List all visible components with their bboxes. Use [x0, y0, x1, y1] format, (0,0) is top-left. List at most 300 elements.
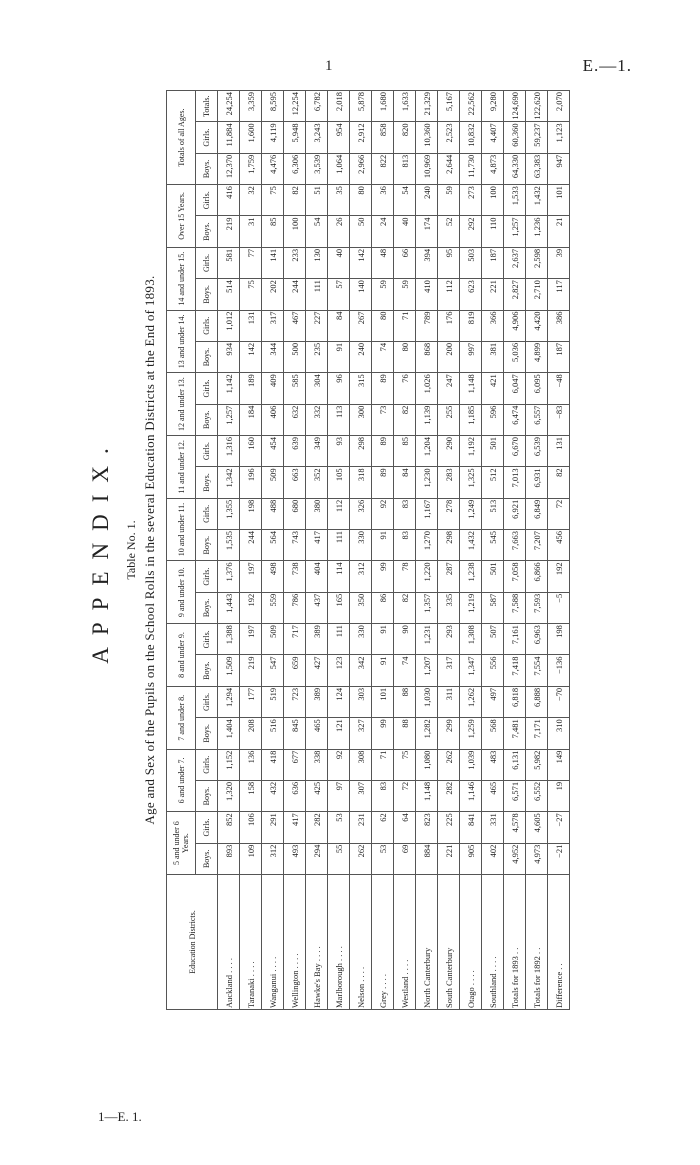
district-name: Nelson . . . .	[350, 875, 372, 1010]
cell-value: 1,207	[416, 655, 438, 686]
cell-value: 564	[262, 530, 284, 561]
sex-subheader: Boys.	[196, 530, 218, 561]
cell-value: 2,827	[504, 279, 526, 310]
cell-value: 136	[240, 749, 262, 780]
cell-value: 72	[394, 780, 416, 811]
cell-value: 905	[460, 843, 482, 874]
cell-value: 404	[306, 561, 328, 592]
cell-value: 300	[350, 404, 372, 435]
cell-value: 97	[328, 780, 350, 811]
cell-value: 292	[460, 216, 482, 247]
cell-value: 6,557	[526, 404, 548, 435]
cell-value: 845	[284, 718, 306, 749]
cell-value: 3,539	[306, 153, 328, 184]
cell-value: 1,167	[416, 498, 438, 529]
cell-value: 516	[262, 718, 284, 749]
cell-value: 6,921	[504, 498, 526, 529]
cell-value: 639	[284, 435, 306, 466]
cell-value: 91	[372, 655, 394, 686]
cell-value: 1,294	[218, 686, 240, 717]
cell-value: 1,185	[460, 404, 482, 435]
cell-value: 1,219	[460, 592, 482, 623]
cell-value: 278	[438, 498, 460, 529]
cell-value: 315	[350, 373, 372, 404]
cell-value: 240	[350, 341, 372, 372]
district-name: South Canterbury	[438, 875, 460, 1010]
age-group-header: 14 and under 15.	[167, 247, 196, 310]
cell-value: 202	[262, 279, 284, 310]
cell-value: 208	[240, 718, 262, 749]
cell-value: 197	[240, 624, 262, 655]
cell-value: 997	[460, 341, 482, 372]
cell-value: 200	[438, 341, 460, 372]
cell-value: 512	[482, 467, 504, 498]
district-name: Southland . . . .	[482, 875, 504, 1010]
cell-value: 6,931	[526, 467, 548, 498]
cell-value: 1,148	[460, 373, 482, 404]
cell-value: 219	[240, 655, 262, 686]
table-row	[394, 91, 416, 1010]
district-name: Hawke's Bay . . . .	[306, 875, 328, 1010]
cell-value: 82	[394, 404, 416, 435]
cell-value: 349	[306, 435, 328, 466]
cell-value: 99	[372, 718, 394, 749]
cell-value: 820	[394, 122, 416, 153]
cell-value: 86	[372, 592, 394, 623]
age-group-header: 5 and under 6 Years.	[167, 812, 196, 875]
cell-value: −48	[548, 373, 570, 404]
cell-value: 53	[372, 843, 394, 874]
cell-value: 421	[482, 373, 504, 404]
cell-value: 231	[350, 812, 372, 843]
cell-value: 402	[482, 843, 504, 874]
row-header: Education Districts.	[167, 875, 218, 1010]
cell-value: 677	[284, 749, 306, 780]
cell-value: 59	[438, 185, 460, 216]
cell-value: 176	[438, 310, 460, 341]
cell-value: 1,404	[218, 718, 240, 749]
cell-value: 4,906	[504, 310, 526, 341]
cell-value: 19	[548, 780, 570, 811]
district-name: Auckland . . . .	[218, 875, 240, 1010]
cell-value: 91	[372, 530, 394, 561]
cell-value: 823	[416, 812, 438, 843]
page-number: 1	[325, 58, 333, 74]
cell-value: 22,562	[460, 91, 482, 122]
cell-value: 24	[372, 216, 394, 247]
cell-value: 789	[416, 310, 438, 341]
cell-value: 82	[548, 467, 570, 498]
cell-value: 9,280	[482, 91, 504, 122]
cell-value: 189	[240, 373, 262, 404]
cell-value: 96	[328, 373, 350, 404]
cell-value: 282	[438, 780, 460, 811]
cell-value: 267	[350, 310, 372, 341]
table-row	[504, 91, 526, 1010]
sex-subheader: Girls.	[196, 624, 218, 655]
cell-value: 69	[394, 843, 416, 874]
cell-value: 954	[328, 122, 350, 153]
cell-value: 123	[328, 655, 350, 686]
cell-value: 2,637	[504, 247, 526, 278]
sex-subheader: Boys.	[196, 843, 218, 874]
sex-subheader: Girls.	[196, 122, 218, 153]
cell-value: 26	[328, 216, 350, 247]
cell-value: 3,243	[306, 122, 328, 153]
cell-value: 52	[438, 216, 460, 247]
cell-value: 1,320	[218, 780, 240, 811]
cell-value: 131	[548, 435, 570, 466]
sex-subheader: Girls.	[196, 247, 218, 278]
cell-value: 1,249	[460, 498, 482, 529]
cell-value: 454	[262, 435, 284, 466]
cell-value: 7,663	[504, 530, 526, 561]
table-row	[438, 91, 460, 1010]
cell-value: 54	[394, 185, 416, 216]
cell-value: 83	[394, 530, 416, 561]
cell-value: 6,963	[526, 624, 548, 655]
cell-value: 417	[306, 530, 328, 561]
cell-value: 786	[284, 592, 306, 623]
cell-value: 21,329	[416, 91, 438, 122]
cell-value: 95	[438, 247, 460, 278]
cell-value: 12,370	[218, 153, 240, 184]
cell-value: 308	[350, 749, 372, 780]
cell-value: 6,888	[526, 686, 548, 717]
cell-value: 124,690	[504, 91, 526, 122]
table-row	[240, 91, 262, 1010]
cell-value: 1,139	[416, 404, 438, 435]
cell-value: 64,330	[504, 153, 526, 184]
cell-value: 57	[328, 279, 350, 310]
cell-value: 85	[394, 435, 416, 466]
cell-value: 298	[350, 435, 372, 466]
cell-value: 467	[284, 310, 306, 341]
cell-value: 7,161	[504, 624, 526, 655]
cell-value: 852	[218, 812, 240, 843]
sex-subheader: Girls.	[196, 310, 218, 341]
cell-value: 1,443	[218, 592, 240, 623]
sex-subheader: Boys.	[196, 655, 218, 686]
age-group-header: 10 and under 11.	[167, 498, 196, 561]
cell-value: 100	[284, 216, 306, 247]
cell-value: 559	[262, 592, 284, 623]
cell-value: 88	[394, 686, 416, 717]
cell-value: 225	[438, 812, 460, 843]
cell-value: 1,146	[460, 780, 482, 811]
sex-subheader: Girls.	[196, 686, 218, 717]
cell-value: 389	[306, 624, 328, 655]
cell-value: 2,644	[438, 153, 460, 184]
cell-value: 500	[284, 341, 306, 372]
cell-value: 91	[328, 341, 350, 372]
cell-value: 10,360	[416, 122, 438, 153]
cell-value: 91	[372, 624, 394, 655]
cell-value: 197	[240, 561, 262, 592]
cell-value: 1,220	[416, 561, 438, 592]
cell-value: 1,231	[416, 624, 438, 655]
cell-value: 389	[306, 686, 328, 717]
cell-value: 262	[350, 843, 372, 874]
cell-value: 101	[372, 686, 394, 717]
age-group-header: 8 and under 9.	[167, 624, 196, 687]
cell-value: 32	[240, 185, 262, 216]
cell-value: 410	[416, 279, 438, 310]
cell-value: 514	[218, 279, 240, 310]
cell-value: 5,948	[284, 122, 306, 153]
cell-value: 317	[438, 655, 460, 686]
cell-value: 7,171	[526, 718, 548, 749]
cell-value: 290	[438, 435, 460, 466]
footer-code: 1—E. 1.	[98, 1109, 142, 1124]
cell-value: 73	[372, 404, 394, 435]
cell-value: 497	[482, 686, 504, 717]
table-row	[372, 91, 394, 1010]
cell-value: 174	[416, 216, 438, 247]
cell-value: 1,325	[460, 467, 482, 498]
cell-value: 227	[306, 310, 328, 341]
cell-value: 437	[306, 592, 328, 623]
cell-value: 304	[306, 373, 328, 404]
cell-value: 381	[482, 341, 504, 372]
cell-value: 177	[240, 686, 262, 717]
cell-value: 142	[240, 341, 262, 372]
cell-value: 130	[306, 247, 328, 278]
cell-value: 1,204	[416, 435, 438, 466]
cell-value: 432	[262, 780, 284, 811]
cell-value: 2,018	[328, 91, 350, 122]
cell-value: 283	[438, 467, 460, 498]
table-row	[548, 91, 570, 1010]
cell-value: 1,257	[504, 216, 526, 247]
cell-value: 1,308	[460, 624, 482, 655]
cell-value: 623	[460, 279, 482, 310]
cell-value: 344	[262, 341, 284, 372]
cell-value: 89	[372, 435, 394, 466]
cell-value: 498	[262, 561, 284, 592]
sex-subheader: Boys.	[196, 404, 218, 435]
cell-value: 1,376	[218, 561, 240, 592]
cell-value: 6,571	[504, 780, 526, 811]
cell-value: 50	[350, 216, 372, 247]
cell-value: 99	[372, 561, 394, 592]
cell-value: 1,432	[460, 530, 482, 561]
cell-value: 294	[306, 843, 328, 874]
cell-value: 247	[438, 373, 460, 404]
cell-value: 1,259	[460, 718, 482, 749]
cell-value: 545	[482, 530, 504, 561]
cell-value: 7,481	[504, 718, 526, 749]
cell-value: 80	[372, 310, 394, 341]
cell-value: 24,254	[218, 91, 240, 122]
cell-value: 585	[284, 373, 306, 404]
cell-value: 287	[438, 561, 460, 592]
cell-value: 84	[328, 310, 350, 341]
cell-value: −5	[548, 592, 570, 623]
cell-value: 40	[394, 216, 416, 247]
cell-value: 89	[372, 373, 394, 404]
cell-value: 1,257	[218, 404, 240, 435]
cell-value: 114	[328, 561, 350, 592]
cell-value: 255	[438, 404, 460, 435]
age-group-header: 11 and under 12.	[167, 435, 196, 498]
district-name: Totals for 1892 . .	[526, 875, 548, 1010]
cell-value: 659	[284, 655, 306, 686]
cell-value: 587	[482, 592, 504, 623]
table-row	[284, 91, 306, 1010]
cell-value: 75	[240, 279, 262, 310]
district-name: Wanganui . . . .	[262, 875, 284, 1010]
cell-value: 1,347	[460, 655, 482, 686]
cell-value: 59	[394, 279, 416, 310]
cell-value: 187	[482, 247, 504, 278]
age-group-header: 13 and under 14.	[167, 310, 196, 373]
cell-value: 6,866	[526, 561, 548, 592]
sex-subheader: Boys.	[196, 341, 218, 372]
cell-value: 131	[240, 310, 262, 341]
cell-value: 282	[306, 812, 328, 843]
cell-value: 318	[350, 467, 372, 498]
cell-value: 235	[306, 341, 328, 372]
cell-value: 311	[438, 686, 460, 717]
cell-value: 547	[262, 655, 284, 686]
cell-value: 35	[328, 185, 350, 216]
cell-value: 386	[548, 310, 570, 341]
sex-subheader: Boys.	[196, 153, 218, 184]
cell-value: 416	[218, 185, 240, 216]
district-name: North Canterbury	[416, 875, 438, 1010]
cell-value: 10,832	[460, 122, 482, 153]
cell-value: 317	[262, 310, 284, 341]
cell-value: 11,884	[218, 122, 240, 153]
cell-value: 6,552	[526, 780, 548, 811]
cell-value: 488	[262, 498, 284, 529]
cell-value: 947	[548, 153, 570, 184]
cell-value: 4,952	[504, 843, 526, 874]
cell-value: 326	[350, 498, 372, 529]
cell-value: 1,236	[526, 216, 548, 247]
sex-subheader: Boys.	[196, 467, 218, 498]
cell-value: 59	[372, 279, 394, 310]
cell-value: 74	[394, 655, 416, 686]
cell-value: 409	[262, 373, 284, 404]
cell-value: 5,982	[526, 749, 548, 780]
table-title: Age and Sex of the Pupils on the School Rolls in the several Education Districts at the End of 1893.	[142, 275, 157, 825]
cell-value: 2,966	[350, 153, 372, 184]
table-row	[482, 91, 504, 1010]
table-row	[416, 91, 438, 1010]
cell-value: 1,152	[218, 749, 240, 780]
district-name: Marlborough . . . .	[328, 875, 350, 1010]
cell-value: 93	[328, 435, 350, 466]
cell-value: −70	[548, 686, 570, 717]
cell-value: 101	[548, 185, 570, 216]
cell-value: 85	[262, 216, 284, 247]
cell-value: −136	[548, 655, 570, 686]
cell-value: 680	[284, 498, 306, 529]
cell-value: 55	[328, 843, 350, 874]
cell-value: 78	[394, 561, 416, 592]
cell-value: 2,710	[526, 279, 548, 310]
cell-value: 82	[284, 185, 306, 216]
table-number: Table No. 1.	[124, 520, 138, 580]
cell-value: 72	[548, 498, 570, 529]
cell-value: −27	[548, 812, 570, 843]
cell-value: 332	[306, 404, 328, 435]
cell-value: 1,026	[416, 373, 438, 404]
cell-value: 184	[240, 404, 262, 435]
cell-value: 7,207	[526, 530, 548, 561]
cell-value: 40	[328, 247, 350, 278]
age-group-header: Over 15 Years.	[167, 185, 196, 248]
cell-value: 11,730	[460, 153, 482, 184]
cell-value: 149	[548, 749, 570, 780]
cell-value: 813	[394, 153, 416, 184]
district-name: Difference . .	[548, 875, 570, 1010]
cell-value: 83	[394, 498, 416, 529]
cell-value: 465	[306, 718, 328, 749]
cell-value: 198	[240, 498, 262, 529]
cell-value: 198	[548, 624, 570, 655]
cell-value: 1,238	[460, 561, 482, 592]
cell-value: 5,036	[504, 341, 526, 372]
sex-subheader: Girls.	[196, 561, 218, 592]
cell-value: 6,095	[526, 373, 548, 404]
cell-value: 12,254	[284, 91, 306, 122]
cell-value: 293	[438, 624, 460, 655]
pupils-table	[166, 90, 570, 1010]
cell-value: 493	[284, 843, 306, 874]
rotated-table-region	[80, 90, 640, 1010]
cell-value: 1,680	[372, 91, 394, 122]
cell-value: 92	[328, 749, 350, 780]
sex-subheader: Girls.	[196, 373, 218, 404]
cell-value: 298	[438, 530, 460, 561]
cell-value: 105	[328, 467, 350, 498]
cell-value: 76	[394, 373, 416, 404]
cell-value: 7,593	[526, 592, 548, 623]
sex-subheader: Girls.	[196, 435, 218, 466]
cell-value: 106	[240, 812, 262, 843]
cell-value: 112	[328, 498, 350, 529]
age-group-header: 6 and under 7.	[167, 749, 196, 812]
cell-value: 417	[284, 812, 306, 843]
cell-value: 1,192	[460, 435, 482, 466]
district-name: Taranaki . . . .	[240, 875, 262, 1010]
district-name: Grey . . . .	[372, 875, 394, 1010]
cell-value: 2,070	[548, 91, 570, 122]
cell-value: 122,620	[526, 91, 548, 122]
cell-value: 303	[350, 686, 372, 717]
cell-value: 312	[350, 561, 372, 592]
cell-value: 6,849	[526, 498, 548, 529]
cell-value: 109	[240, 843, 262, 874]
cell-value: 117	[548, 279, 570, 310]
cell-value: 596	[482, 404, 504, 435]
cell-value: 1,535	[218, 530, 240, 561]
cell-value: 10,969	[416, 153, 438, 184]
cell-value: 1,039	[460, 749, 482, 780]
cell-value: 1,030	[416, 686, 438, 717]
cell-value: 244	[284, 279, 306, 310]
cell-value: 6,131	[504, 749, 526, 780]
cell-value: 331	[482, 812, 504, 843]
cell-value: 140	[350, 279, 372, 310]
cell-value: 743	[284, 530, 306, 561]
cell-value: 893	[218, 843, 240, 874]
cell-value: 1,388	[218, 624, 240, 655]
cell-value: 1,316	[218, 435, 240, 466]
